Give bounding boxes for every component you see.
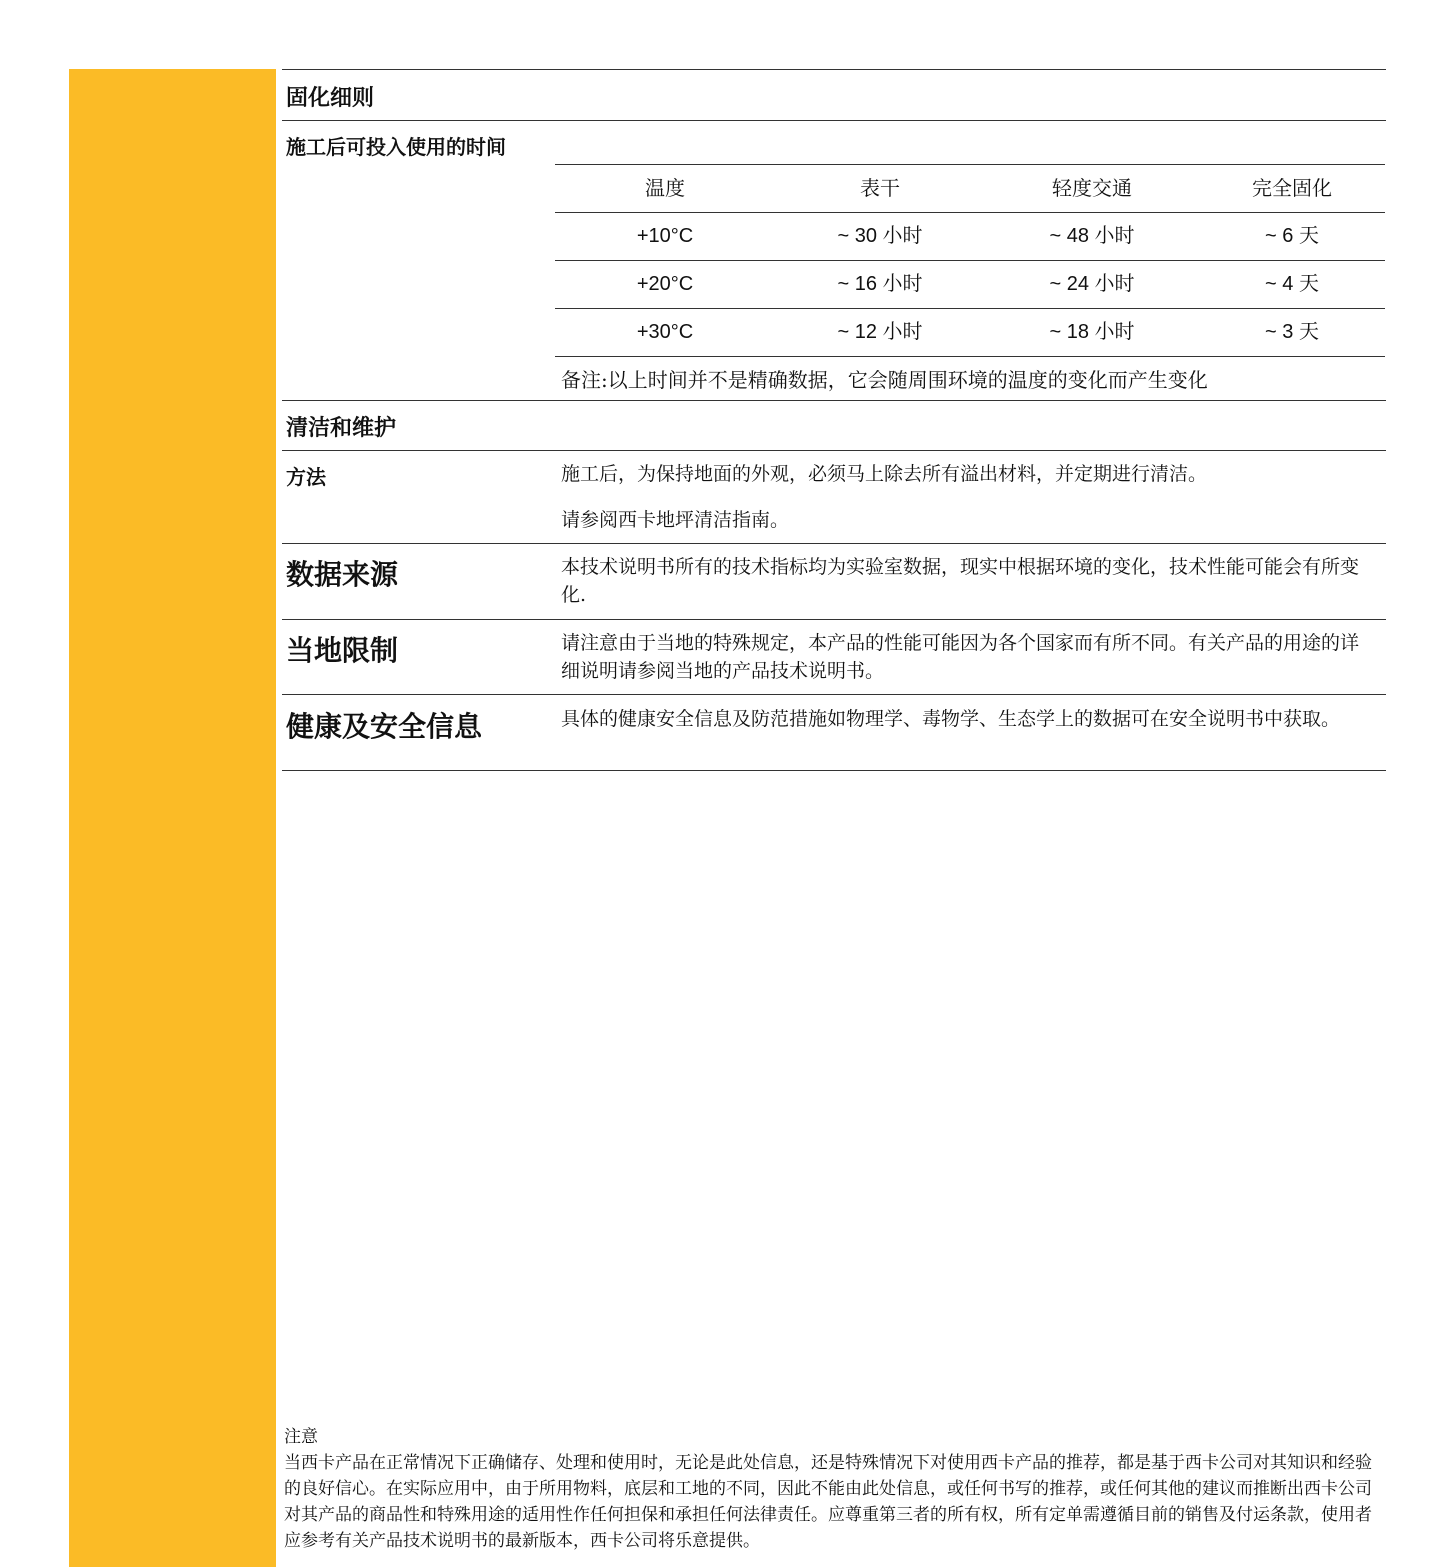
table-cell: ~ 4 天 [1265,273,1319,295]
column-header-light-traffic: 轻度交通 [1052,176,1132,200]
cure-subheading: 施工后可投入使用的时间 [286,137,506,159]
table-row [555,260,1385,308]
rule [282,619,1386,620]
cure-heading: 固化细则 [286,85,375,110]
legal-notice [284,1424,1380,1554]
brand-sidebar [69,69,276,1567]
data-source-heading: 数据来源 [286,559,399,590]
table-cell: ~ 16 小时 [837,273,923,295]
table-cell: +30°C [636,321,694,343]
table-cell: +20°C [636,273,694,295]
health-safety-heading: 健康及安全信息 [286,711,483,742]
table-cell: ~ 30 小时 [837,225,923,247]
notice-title: 注意 [284,1427,318,1447]
rule [282,69,1386,70]
rule [282,770,1386,771]
cleaning-heading: 清洁和维护 [286,415,397,440]
table-header-row [555,164,1385,212]
column-header-temperature: 温度 [645,176,685,200]
table-cell: ~ 6 天 [1265,225,1319,247]
table-note [555,356,1385,404]
table-cell: ~ 12 小时 [837,321,923,343]
local-restrictions-text: 请注意由于当地的特殊规定，本产品的性能可能因为各个国家而有所不同。有关产品的用途的详细说明请参阅当地的产品技术说明书。 [561,632,1360,682]
cleaning-guide-reference: 请参阅西卡地坪清洁指南。 [561,509,790,531]
rule [282,543,1386,544]
column-header-full-cure: 完全固化 [1252,176,1332,200]
rule [282,120,1386,121]
table-cell: ~ 3 天 [1265,321,1319,343]
table-row [555,212,1385,260]
cure-time-table [555,164,1385,404]
data-source-text: 本技术说明书所有的技术指标均为实验室数据，现实中根据环境的变化，技术性能可能会有所变化. [561,556,1360,606]
notice-text: 当西卡产品在正常情况下正确储存、处理和使用时，无论是此处信息，还是特殊情况下对使用西卡产品的推荐，都是基于西卡公司对其知识和经验的良好信心。在实际应用中，由于所用物料，底层和工地的不同，因此不能由此处信息，或任何书写的推荐，或任何其他的建议而推断出西卡公司对其产品的商品性和特殊用途的适用性作任何担保和承担任何法律责任。应尊重第三者的所有权，所有定单需遵循目前的销售及付运条款，使用者应参考有关产品技术说明书的最新版本，西卡公司将乐意提供。 [284,1453,1372,1551]
column-header-touch-dry: 表干 [860,176,900,200]
rule [282,400,1386,401]
table-cell: ~ 24 小时 [1049,273,1135,295]
method-text: 施工后，为保持地面的外观，必须马上除去所有溢出材料，并定期进行清洁。 [561,463,1208,485]
table-cell: ~ 18 小时 [1049,321,1135,343]
table-cell: ~ 48 小时 [1049,225,1135,247]
method-label: 方法 [286,467,326,489]
cure-note: 备注:以上时间并不是精确数据，它会随周围环境的温度的变化而产生变化 [561,368,1208,392]
rule [282,450,1386,451]
table-row [555,308,1385,356]
health-safety-text: 具体的健康安全信息及防范措施如物理学、毒物学、生态学上的数据可在安全说明书中获取。 [561,708,1341,730]
local-restrictions-heading: 当地限制 [286,635,399,666]
table-cell: +10°C [636,225,694,247]
rule [282,694,1386,695]
